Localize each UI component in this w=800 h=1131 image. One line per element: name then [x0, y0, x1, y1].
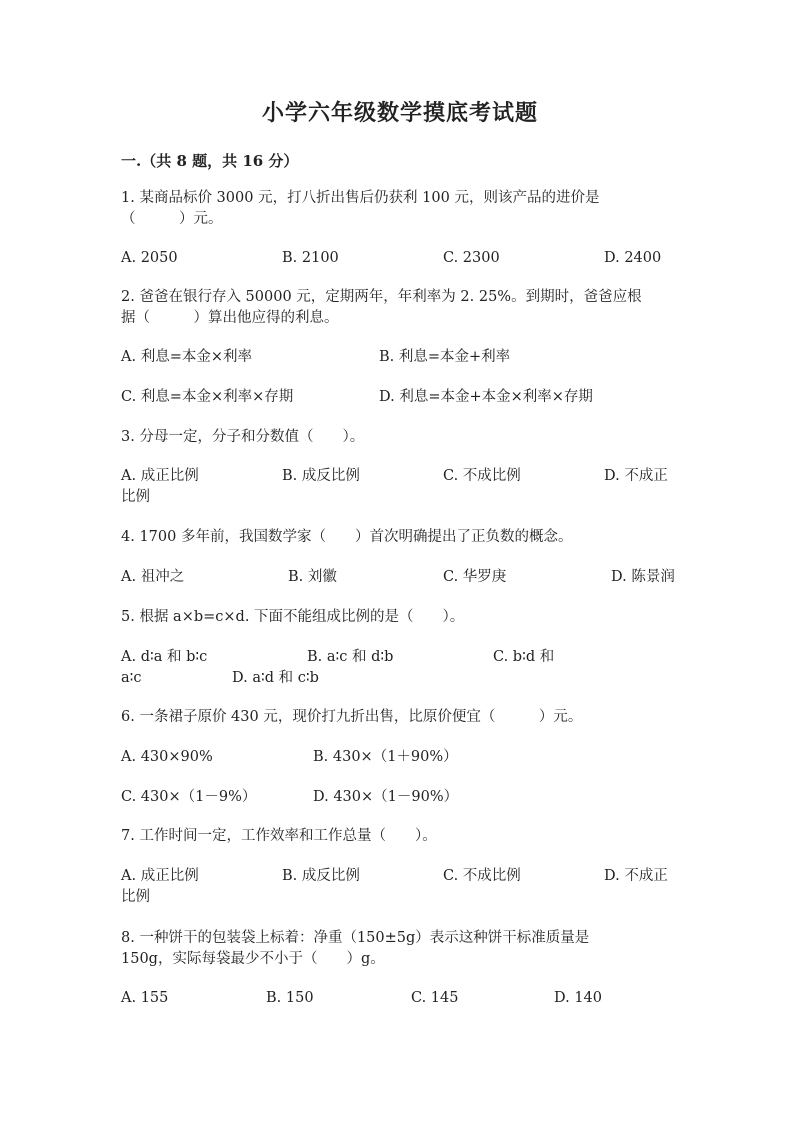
option-a[interactable]: A. 祖冲之 — [121, 569, 185, 585]
option-c[interactable]: C. 2300 — [443, 250, 500, 266]
option-d[interactable]: D. 2400 — [604, 250, 662, 266]
option-b[interactable]: B. 刘徽 — [288, 569, 337, 585]
option-a[interactable]: A. d∶a 和 b∶c — [121, 649, 208, 665]
option-b[interactable]: B. 成反比例 — [282, 468, 360, 484]
option-b[interactable]: B. 成反比例 — [282, 868, 360, 884]
option-b[interactable]: B. 430×（1＋90%） — [313, 749, 458, 765]
option-b[interactable]: B. a∶c 和 d∶b — [307, 649, 394, 665]
question-6-stem — [121, 707, 681, 728]
option-c[interactable]: C. 145 — [411, 990, 459, 1006]
question-2-stem — [121, 287, 681, 329]
question-1-stem — [121, 188, 681, 230]
option-c-continued: a∶c — [121, 670, 142, 686]
question-5-line-1: 5. 根据 a×b=c×d. 下面不能组成比例的是（ ）。 — [121, 609, 465, 625]
option-c[interactable]: C. 利息=本金×利率×存期 — [121, 389, 294, 405]
option-c[interactable]: C. 不成比例 — [443, 468, 521, 484]
question-1-line-2: （ ）元。 — [121, 211, 223, 227]
option-d[interactable]: D. 利息=本金+本金×利率×存期 — [379, 389, 593, 405]
page-title: 小学六年级数学摸底考试题 — [261, 100, 538, 126]
question-1-line-1: 1. 某商品标价 3000 元，打八折出售后仍获利 100 元，则该产品的进价是 — [121, 190, 600, 206]
question-2-line-1: 2. 爸爸在银行存入 50000 元，定期两年，年利率为 2. 25%。到期时，爸爸应根 — [121, 289, 642, 305]
option-d[interactable]: D. 不成正 — [604, 468, 668, 484]
option-d-continued: 比例 — [121, 489, 150, 505]
option-a[interactable]: A. 利息=本金×利率 — [121, 349, 252, 365]
question-4-stem — [121, 527, 681, 548]
option-d[interactable]: D. 430×（1－90%） — [313, 789, 459, 805]
section-heading: 一.（共 8 题，共 16 分） — [121, 152, 299, 170]
option-d[interactable]: D. a∶d 和 c∶b — [232, 670, 319, 686]
option-a[interactable]: A. 430×90% — [121, 749, 213, 765]
option-b[interactable]: B. 150 — [266, 990, 314, 1006]
question-2-line-2: 据（ ）算出他应得的利息。 — [121, 310, 339, 326]
option-a[interactable]: A. 成正比例 — [121, 868, 199, 884]
option-d[interactable]: D. 不成正 — [604, 868, 668, 884]
option-b[interactable]: B. 利息=本金+利率 — [379, 349, 511, 365]
option-c[interactable]: C. 430×（1－9%） — [121, 789, 257, 805]
question-3-stem — [121, 427, 681, 448]
option-d-continued: 比例 — [121, 889, 150, 905]
question-6-line-1: 6. 一条裙子原价 430 元，现价打九折出售，比原价便宜（ ）元。 — [121, 709, 583, 725]
option-a[interactable]: A. 155 — [121, 990, 169, 1006]
question-7-line-1: 7. 工作时间一定，工作效率和工作总量（ ）。 — [121, 828, 437, 844]
question-7-stem — [121, 826, 681, 847]
question-8-stem — [121, 928, 681, 970]
option-a[interactable]: A. 2050 — [121, 250, 178, 266]
option-d[interactable]: D. 陈景润 — [611, 569, 675, 585]
option-c[interactable]: C. 不成比例 — [443, 868, 521, 884]
option-b[interactable]: B. 2100 — [282, 250, 339, 266]
question-3-line-1: 3. 分母一定，分子和分数值（ ）。 — [121, 429, 365, 445]
option-d[interactable]: D. 140 — [554, 990, 603, 1006]
question-8-line-2: 150g，实际每袋最少不小于（ ）g。 — [121, 951, 385, 967]
question-8-line-1: 8. 一种饼干的包装袋上标着：净重（150±5g）表示这种饼干标准质量是 — [121, 930, 590, 946]
option-c[interactable]: C. 华罗庚 — [443, 569, 507, 585]
question-4-line-1: 4. 1700 多年前，我国数学家（ ）首次明确提出了正负数的概念。 — [121, 529, 573, 545]
option-c[interactable]: C. b∶d 和 — [493, 649, 555, 665]
option-a[interactable]: A. 成正比例 — [121, 468, 199, 484]
question-5-stem — [121, 607, 681, 628]
